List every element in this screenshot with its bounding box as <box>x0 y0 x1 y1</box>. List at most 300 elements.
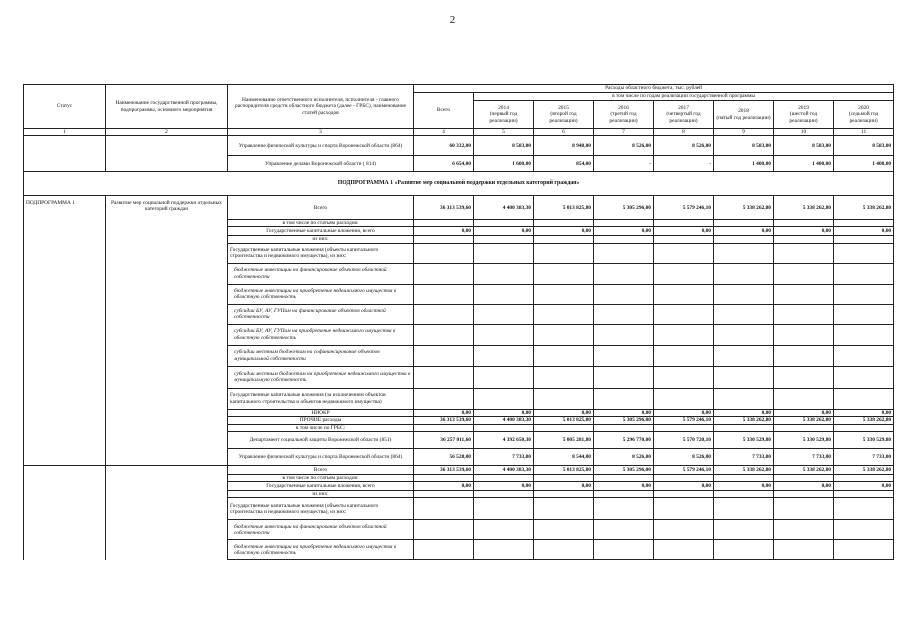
amount-cell: 0,00 <box>534 409 594 416</box>
amount-cell: 5 579 246,10 <box>654 416 714 424</box>
amount-cell: 5 296 770,00 <box>594 432 654 449</box>
page-number: 2 <box>449 14 456 26</box>
executor-cell: ПРОЧИЕ расходы <box>228 416 414 424</box>
amount-cell: 36 257 011,60 <box>414 432 474 449</box>
amount-cell: 5 338 262,80 <box>774 416 834 424</box>
amount-cell <box>414 236 474 243</box>
amount-cell: 0,00 <box>774 227 834 236</box>
amount-cell: 8 544,00 <box>534 449 594 466</box>
program-cell <box>106 482 228 491</box>
amount-cell <box>654 263 714 284</box>
amount-cell <box>714 263 774 284</box>
header-by-years: в том числе по годам реализации государственной программы <box>474 93 894 101</box>
amount-cell <box>654 345 714 366</box>
amount-cell <box>474 345 534 366</box>
amount-cell <box>714 498 774 520</box>
status-cell <box>24 491 106 498</box>
column-number: 7 <box>594 129 654 136</box>
executor-cell: бюджетные инвестиции на приобретение недвижимого имущества в областную собственность <box>228 284 414 304</box>
amount-cell: 0,00 <box>834 227 894 236</box>
header-year-label: 2020 <box>858 105 869 112</box>
amount-cell: 5 338 262,80 <box>714 196 774 220</box>
amount-cell <box>714 520 774 540</box>
amount-cell <box>654 520 714 540</box>
amount-cell <box>834 491 894 498</box>
amount-cell <box>414 220 474 227</box>
amount-cell: 5 570 720,10 <box>654 432 714 449</box>
amount-cell: 8 526,00 <box>654 449 714 466</box>
amount-cell <box>474 284 534 304</box>
amount-cell: 4 400 383,30 <box>474 196 534 220</box>
amount-cell: 8 583,00 <box>774 136 834 156</box>
amount-cell: 5 338 262,80 <box>714 466 774 475</box>
amount-cell <box>834 388 894 409</box>
amount-cell: 5 305 296,00 <box>594 466 654 475</box>
amount-cell: 0,00 <box>414 227 474 236</box>
amount-cell <box>594 236 654 243</box>
amount-cell: 5 305 296,00 <box>594 196 654 220</box>
amount-cell: 5 305 296,00 <box>594 416 654 424</box>
amount-cell <box>714 324 774 345</box>
header-year-note: (пятый год реализации) <box>716 114 771 121</box>
table-row <box>24 475 894 482</box>
amount-cell <box>534 540 594 560</box>
executor-cell: субсидии БУ, АУ, ГУПам на приобретение недвижимого имущества в областную собственность <box>228 324 414 345</box>
executor-cell: бюджетные инвестиции на финансирование объектов областной собственности <box>228 520 414 540</box>
amount-cell: 0,00 <box>774 409 834 416</box>
executor-cell: Департамент социальной защиты Воронежской области (851) <box>228 432 414 449</box>
amount-cell <box>654 284 714 304</box>
header-year <box>474 101 534 129</box>
amount-cell: 5 338 262,80 <box>714 416 774 424</box>
amount-cell <box>414 304 474 324</box>
amount-cell <box>654 388 714 409</box>
amount-cell: 0,00 <box>474 482 534 491</box>
amount-cell: 36 313 539,60 <box>414 466 474 475</box>
amount-cell <box>774 475 834 482</box>
amount-cell <box>654 424 714 431</box>
table-row <box>24 136 894 156</box>
amount-cell: 0,00 <box>474 227 534 236</box>
amount-cell <box>714 304 774 324</box>
header-executor: Наименование ответственного исполнителя, исполнителя - главного распорядителя средств областного бюджета (далее - ГРБС), наименование статей расходов <box>228 85 414 129</box>
amount-cell <box>534 243 594 263</box>
column-number: 3 <box>228 129 414 136</box>
amount-cell <box>414 491 474 498</box>
budget-table <box>23 84 894 560</box>
amount-cell: 36 313 539,60 <box>414 416 474 424</box>
amount-cell <box>594 284 654 304</box>
amount-cell <box>474 366 534 388</box>
program-cell <box>106 475 228 482</box>
amount-cell: 1 400,00 <box>714 156 774 172</box>
amount-cell <box>714 366 774 388</box>
amount-cell: 5 338 262,80 <box>774 466 834 475</box>
amount-cell: 5 338 262,80 <box>834 416 894 424</box>
amount-cell: 7 733,00 <box>774 449 834 466</box>
amount-cell <box>594 475 654 482</box>
amount-cell <box>414 263 474 284</box>
amount-cell <box>594 345 654 366</box>
amount-cell: 56 528,00 <box>414 449 474 466</box>
header-year <box>714 101 774 129</box>
amount-cell: 0,00 <box>654 409 714 416</box>
amount-cell: 8 948,00 <box>534 136 594 156</box>
amount-cell <box>474 491 534 498</box>
amount-cell: 0,00 <box>654 482 714 491</box>
amount-cell: 0,00 <box>534 227 594 236</box>
amount-cell <box>474 220 534 227</box>
header-year <box>834 101 894 129</box>
header-expenses: Расходы областного бюджета, тыс. рублей <box>414 85 894 93</box>
amount-cell <box>774 424 834 431</box>
amount-cell <box>834 324 894 345</box>
amount-cell <box>534 284 594 304</box>
amount-cell: 8 526,00 <box>594 136 654 156</box>
amount-cell <box>414 243 474 263</box>
amount-cell <box>834 498 894 520</box>
executor-cell: субсидии местным бюджетам на софинансирование объектов муниципальной собственности <box>228 345 414 366</box>
amount-cell <box>594 220 654 227</box>
amount-cell: 60 332,00 <box>414 136 474 156</box>
executor-cell: субсидии БУ, АУ, ГУПам на финансирование объектов областной собственности <box>228 304 414 324</box>
amount-cell: 5 013 825,80 <box>534 196 594 220</box>
amount-cell <box>534 263 594 284</box>
amount-cell <box>774 540 834 560</box>
amount-cell <box>654 366 714 388</box>
amount-cell <box>714 345 774 366</box>
program-cell <box>106 520 228 540</box>
table-row <box>24 482 894 491</box>
amount-cell <box>774 284 834 304</box>
amount-cell <box>654 491 714 498</box>
column-number: 8 <box>654 129 714 136</box>
table-row <box>24 491 894 498</box>
amount-cell: 0,00 <box>594 227 654 236</box>
amount-cell <box>414 324 474 345</box>
amount-cell <box>534 388 594 409</box>
amount-cell: 7 733,00 <box>474 449 534 466</box>
amount-cell: 0,00 <box>714 409 774 416</box>
amount-cell: 0,00 <box>474 409 534 416</box>
amount-cell: 0,00 <box>534 482 594 491</box>
status-cell <box>24 540 106 560</box>
amount-cell: 5 338 262,80 <box>834 466 894 475</box>
header-year-note: (шестой год реализации) <box>789 111 818 124</box>
amount-cell: 0,00 <box>414 409 474 416</box>
amount-cell: - <box>594 156 654 172</box>
amount-cell <box>534 424 594 431</box>
program-cell <box>106 491 228 498</box>
amount-cell: 0,00 <box>414 482 474 491</box>
amount-cell <box>474 498 534 520</box>
amount-cell <box>654 324 714 345</box>
table-row <box>24 498 894 520</box>
amount-cell <box>474 324 534 345</box>
amount-cell: 36 313 539,60 <box>414 196 474 220</box>
amount-cell: 5 579 246,10 <box>654 196 714 220</box>
amount-cell <box>654 236 714 243</box>
amount-cell <box>474 304 534 324</box>
executor-cell: в том числе по статьям расходов: <box>228 220 414 227</box>
amount-cell <box>474 263 534 284</box>
amount-cell: 5 330 529,80 <box>774 432 834 449</box>
header-year <box>534 101 594 129</box>
amount-cell <box>774 520 834 540</box>
amount-cell: 0,00 <box>774 482 834 491</box>
column-number: 4 <box>414 129 474 136</box>
amount-cell <box>774 243 834 263</box>
program-cell <box>106 466 228 475</box>
header-year <box>594 101 654 129</box>
amount-cell <box>534 324 594 345</box>
column-number: 11 <box>834 129 894 136</box>
amount-cell <box>774 498 834 520</box>
amount-cell <box>834 284 894 304</box>
amount-cell <box>774 263 834 284</box>
amount-cell <box>654 540 714 560</box>
program-cell <box>106 498 228 520</box>
program-cell <box>106 136 228 156</box>
amount-cell <box>594 491 654 498</box>
amount-cell <box>774 324 834 345</box>
amount-cell <box>534 220 594 227</box>
column-number: 10 <box>774 129 834 136</box>
table-row <box>24 196 894 220</box>
executor-cell: в том числе по ГРБС: <box>228 424 414 431</box>
amount-cell <box>534 520 594 540</box>
amount-cell: 0,00 <box>834 409 894 416</box>
header-year <box>774 101 834 129</box>
amount-cell: 5 005 281,80 <box>534 432 594 449</box>
amount-cell <box>534 498 594 520</box>
amount-cell <box>414 424 474 431</box>
executor-cell: субсидии местным бюджетам на приобретение недвижимого имущества в муниципальную собственность <box>228 366 414 388</box>
executor-cell: бюджетные инвестиции на финансирование объектов областной собственности <box>228 263 414 284</box>
amount-cell <box>774 304 834 324</box>
amount-cell <box>594 243 654 263</box>
amount-cell <box>594 304 654 324</box>
amount-cell <box>714 540 774 560</box>
amount-cell: 5 579 246,10 <box>654 466 714 475</box>
amount-cell: 0,00 <box>594 482 654 491</box>
amount-cell: 1 400,00 <box>834 156 894 172</box>
amount-cell: 1 400,00 <box>774 156 834 172</box>
amount-cell <box>594 324 654 345</box>
table-row <box>24 172 894 196</box>
subprogram-title: ПОДПРОГРАММА 1 «Развитие мер социальной поддержки отдельных категорий граждан» <box>24 172 894 196</box>
amount-cell: 0,00 <box>594 409 654 416</box>
subprogram-name: Развитие мер социальной поддержки отдельных категорий граждан <box>106 196 228 466</box>
header-program-name: Наименование государственной программы, подпрограммы, основного мероприятия <box>106 85 228 129</box>
amount-cell: 0,00 <box>654 227 714 236</box>
amount-cell <box>654 220 714 227</box>
amount-cell <box>654 243 714 263</box>
amount-cell <box>414 520 474 540</box>
header-year-note: (первый год реализации) <box>489 111 518 124</box>
amount-cell: 5 338 262,80 <box>834 196 894 220</box>
amount-cell: 5 338 262,80 <box>774 196 834 220</box>
amount-cell <box>714 284 774 304</box>
column-number: 2 <box>106 129 228 136</box>
amount-cell <box>834 243 894 263</box>
program-cell <box>106 156 228 172</box>
amount-cell <box>714 491 774 498</box>
amount-cell: 8 583,00 <box>474 136 534 156</box>
amount-cell <box>834 220 894 227</box>
amount-cell <box>714 220 774 227</box>
executor-cell: из них: <box>228 236 414 243</box>
amount-cell <box>774 236 834 243</box>
header-year <box>654 101 714 129</box>
amount-cell <box>474 236 534 243</box>
amount-cell <box>654 304 714 324</box>
header-year-label: 2016 <box>618 105 629 112</box>
header-year-label: 2018 <box>738 108 749 115</box>
amount-cell <box>714 475 774 482</box>
amount-cell: 4 392 650,30 <box>474 432 534 449</box>
amount-cell <box>534 491 594 498</box>
executor-cell: Государственные капитальные вложения, всего <box>228 482 414 491</box>
amount-cell: 8 583,00 <box>714 136 774 156</box>
executor-cell: Управление делами Воронежской области ( 814) <box>228 156 414 172</box>
amount-cell: 854,00 <box>534 156 594 172</box>
amount-cell <box>774 345 834 366</box>
amount-cell <box>834 263 894 284</box>
status-cell <box>24 498 106 520</box>
amount-cell <box>714 388 774 409</box>
amount-cell <box>534 475 594 482</box>
amount-cell: 5 330 529,80 <box>834 432 894 449</box>
amount-cell <box>714 424 774 431</box>
amount-cell <box>834 236 894 243</box>
amount-cell: 5 013 825,80 <box>534 466 594 475</box>
amount-cell <box>594 540 654 560</box>
amount-cell <box>714 236 774 243</box>
executor-cell: Государственные капитальные вложения (за исключением объектов капитального строительства и объектов недвижимого имущества) <box>228 388 414 409</box>
amount-cell <box>474 424 534 431</box>
table-row <box>24 520 894 540</box>
header-year-note: (седьмой год реализации) <box>848 111 879 124</box>
amount-cell <box>834 424 894 431</box>
amount-cell <box>414 498 474 520</box>
status-cell <box>24 520 106 540</box>
amount-cell: 4 400 383,30 <box>474 416 534 424</box>
header-total: Всего <box>414 93 474 129</box>
amount-cell <box>774 220 834 227</box>
table-row <box>24 466 894 475</box>
amount-cell <box>414 366 474 388</box>
column-number: 1 <box>24 129 106 136</box>
program-cell <box>106 540 228 560</box>
amount-cell <box>774 366 834 388</box>
amount-cell <box>594 498 654 520</box>
executor-cell: Государственные капитальные вложения (объекты капитального строительства и недвижимого имущества), из них: <box>228 498 414 520</box>
amount-cell: 5 330 529,80 <box>714 432 774 449</box>
amount-cell: 5 013 825,80 <box>534 416 594 424</box>
header-year-note: (второй год реализации) <box>549 111 578 124</box>
amount-cell <box>414 388 474 409</box>
amount-cell <box>474 388 534 409</box>
amount-cell: 8 526,00 <box>594 449 654 466</box>
executor-cell: Всего <box>228 466 414 475</box>
amount-cell <box>774 388 834 409</box>
table-row <box>24 156 894 172</box>
executor-cell: Государственные капитальные вложения (объекты капитального строительства и недвижимого имущества), из них: <box>228 243 414 263</box>
executor-cell: НИОКР <box>228 409 414 416</box>
column-number: 6 <box>534 129 594 136</box>
amount-cell <box>834 345 894 366</box>
amount-cell: - <box>654 156 714 172</box>
executor-cell: бюджетные инвестиции на приобретение недвижимого имущества в областную собственность <box>228 540 414 560</box>
column-number: 9 <box>714 129 774 136</box>
header-year-label: 2017 <box>678 105 689 112</box>
status-cell <box>24 136 106 156</box>
executor-cell: Всего <box>228 196 414 220</box>
header-year-note: (четвертый год реализации) <box>666 111 701 124</box>
amount-cell <box>654 475 714 482</box>
amount-cell <box>594 424 654 431</box>
column-number: 5 <box>474 129 534 136</box>
status-cell <box>24 156 106 172</box>
amount-cell <box>534 236 594 243</box>
amount-cell <box>474 520 534 540</box>
header-year-label: 2014 <box>498 105 509 112</box>
executor-cell: Государственные капитальные вложения, всего <box>228 227 414 236</box>
amount-cell <box>534 366 594 388</box>
amount-cell: 0,00 <box>714 482 774 491</box>
amount-cell: 6 654,00 <box>414 156 474 172</box>
subprogram-status: ПОДПРОГРАММА 1 <box>24 196 106 466</box>
header-year-label: 2015 <box>558 105 569 112</box>
amount-cell <box>594 388 654 409</box>
amount-cell: 4 400 383,30 <box>474 466 534 475</box>
amount-cell <box>774 491 834 498</box>
header-year-label: 2019 <box>798 105 809 112</box>
executor-cell: из них: <box>228 491 414 498</box>
amount-cell <box>834 520 894 540</box>
amount-cell <box>594 520 654 540</box>
amount-cell <box>414 540 474 560</box>
status-cell <box>24 482 106 491</box>
amount-cell <box>654 498 714 520</box>
amount-cell <box>834 366 894 388</box>
executor-cell: в том числе по статьям расходов: <box>228 475 414 482</box>
status-cell <box>24 466 106 475</box>
executor-cell: Управление физической культуры и спорта Воронежской области (864) <box>228 136 414 156</box>
amount-cell <box>534 304 594 324</box>
amount-cell <box>594 366 654 388</box>
status-cell <box>24 475 106 482</box>
amount-cell <box>414 284 474 304</box>
amount-cell <box>834 475 894 482</box>
amount-cell <box>474 475 534 482</box>
amount-cell <box>414 345 474 366</box>
amount-cell <box>834 304 894 324</box>
amount-cell: 0,00 <box>714 227 774 236</box>
amount-cell: 0,00 <box>834 482 894 491</box>
amount-cell <box>834 540 894 560</box>
amount-cell <box>474 243 534 263</box>
table-row <box>24 540 894 560</box>
amount-cell: 7 733,00 <box>834 449 894 466</box>
amount-cell <box>414 475 474 482</box>
amount-cell: 7 733,00 <box>714 449 774 466</box>
amount-cell <box>594 263 654 284</box>
amount-cell <box>474 540 534 560</box>
amount-cell: 1 600,00 <box>474 156 534 172</box>
header-year-note: (третий год реализации) <box>609 111 638 124</box>
